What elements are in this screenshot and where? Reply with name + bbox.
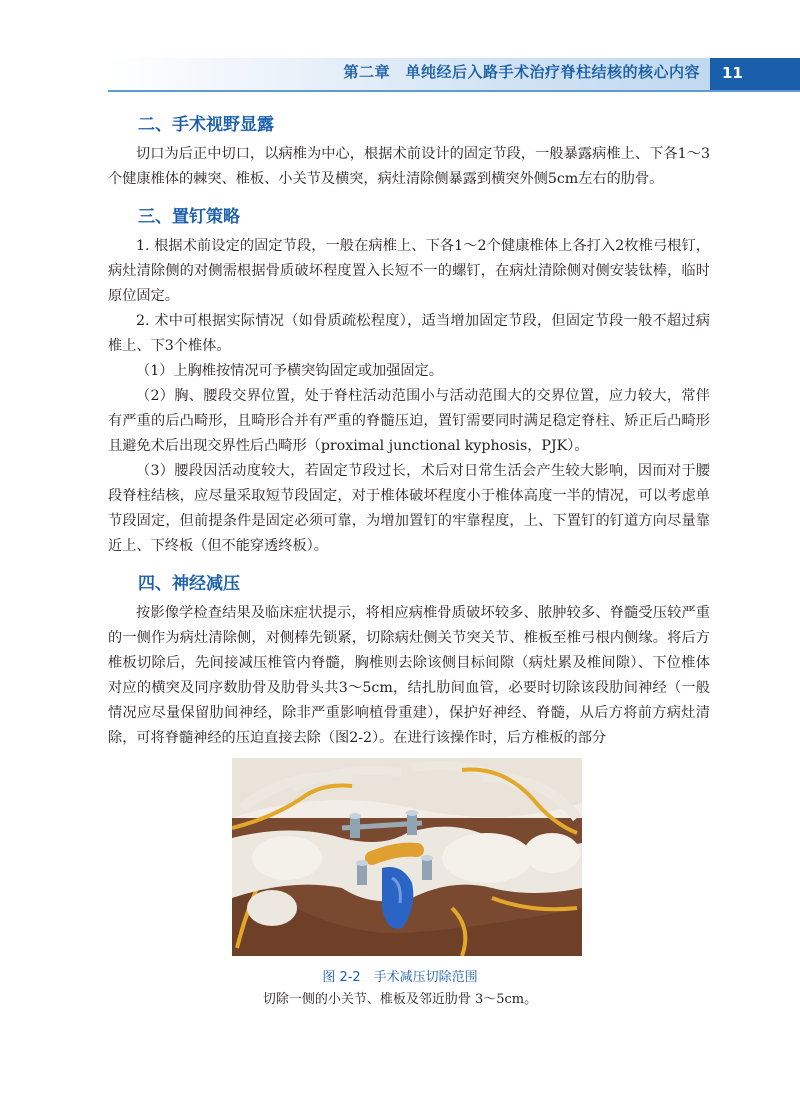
chapter-title: 第二章 单纯经后入路手术治疗脊柱结核的核心内容 — [343, 63, 700, 81]
main-content — [108, 108, 710, 751]
header-rule — [108, 90, 800, 92]
surgical-illustration — [232, 758, 582, 956]
paragraph: 2. 术中可根据实际情况（如骨质疏松程度），适当增加固定节段，但固定节段一般不超过病椎上、下3个椎体。 — [108, 313, 710, 354]
page-number: 11 — [722, 64, 743, 82]
paragraph: （1）上胸椎按情况可予横突钩固定或加强固定。 — [136, 363, 443, 379]
section-heading-exposure: 二、手术视野显露 — [138, 115, 274, 135]
section-heading-decompression: 四、神经减压 — [138, 574, 240, 594]
paragraph: 按影像学检查结果及临床症状提示，将相应病椎骨质破坏较多、脓肿较多、脊髓受压较严重的一侧作为病灶清除侧，对侧棒先锁紧，切除病灶侧关节突关节、椎板至椎弓根内侧缘。将后方椎板切除后，先间接减压椎管内脊髓，胸椎则去除该侧目标间隙（病灶累及椎间隙）、下位椎体对应的横突及同序数肋骨及肋骨头共3～5cm，结扎肋间血管，必要时切除该段肋间神经（一般情况应尽量保留肋间神经，除非严重影响植骨重建），保护好神经、脊髓，从后方将前方病灶清除，可将脊髓神经的压迫直接去除（图2-2）。在进行该操作时，后方椎板的部分 — [108, 605, 710, 746]
figure-caption-title: 图 2-2 手术减压切除范围 — [322, 970, 478, 985]
paragraph: 切口为后正中切口，以病椎为中心，根据术前设计的固定节段，一般暴露病椎上、下各1～3个健康椎体的棘突、椎板、小关节及横突，病灶清除侧暴露到横突外侧5cm左右的肋骨。 — [108, 146, 710, 187]
paragraph: 1. 根据术前设定的固定节段，一般在病椎上、下各1～2个健康椎体上各打入2枚椎弓根钉，病灶清除侧的对侧需根据骨质破坏程度置入长短不一的螺钉，在病灶清除侧对侧安装钛棒，临时原位固定。 — [108, 238, 710, 304]
running-header — [108, 58, 800, 90]
page-number-box — [710, 58, 800, 90]
section-heading-screw-strategy: 三、置钉策略 — [138, 207, 240, 227]
paragraph: （3）腰段因活动度较大，若固定节段过长，术后对日常生活会产生较大影响，因而对于腰段脊柱结核，应尽量采取短节段固定，对于椎体破坏程度小于椎体高度一半的情况，可以考虑单节段固定，但前提条件是固定必须可靠，为增加置钉的牢靠程度，上、下置钉的钉道方向尽量靠近上、下终板（但不能穿透终板）。 — [108, 463, 710, 554]
paragraph: （2）胸、腰段交界位置，处于脊柱活动范围小与活动范围大的交界位置，应力较大，常伴有严重的后凸畸形，且畸形合并有严重的脊髓压迫，置钉需要同时满足稳定脊柱、矫正后凸畸形且避免术后出现交界性后凸畸形（proximal junctional kyphosis，PJK）。 — [108, 388, 710, 454]
figure-caption-text: 切除一侧的小关节、椎板及邻近肋骨 3～5cm。 — [262, 992, 538, 1007]
